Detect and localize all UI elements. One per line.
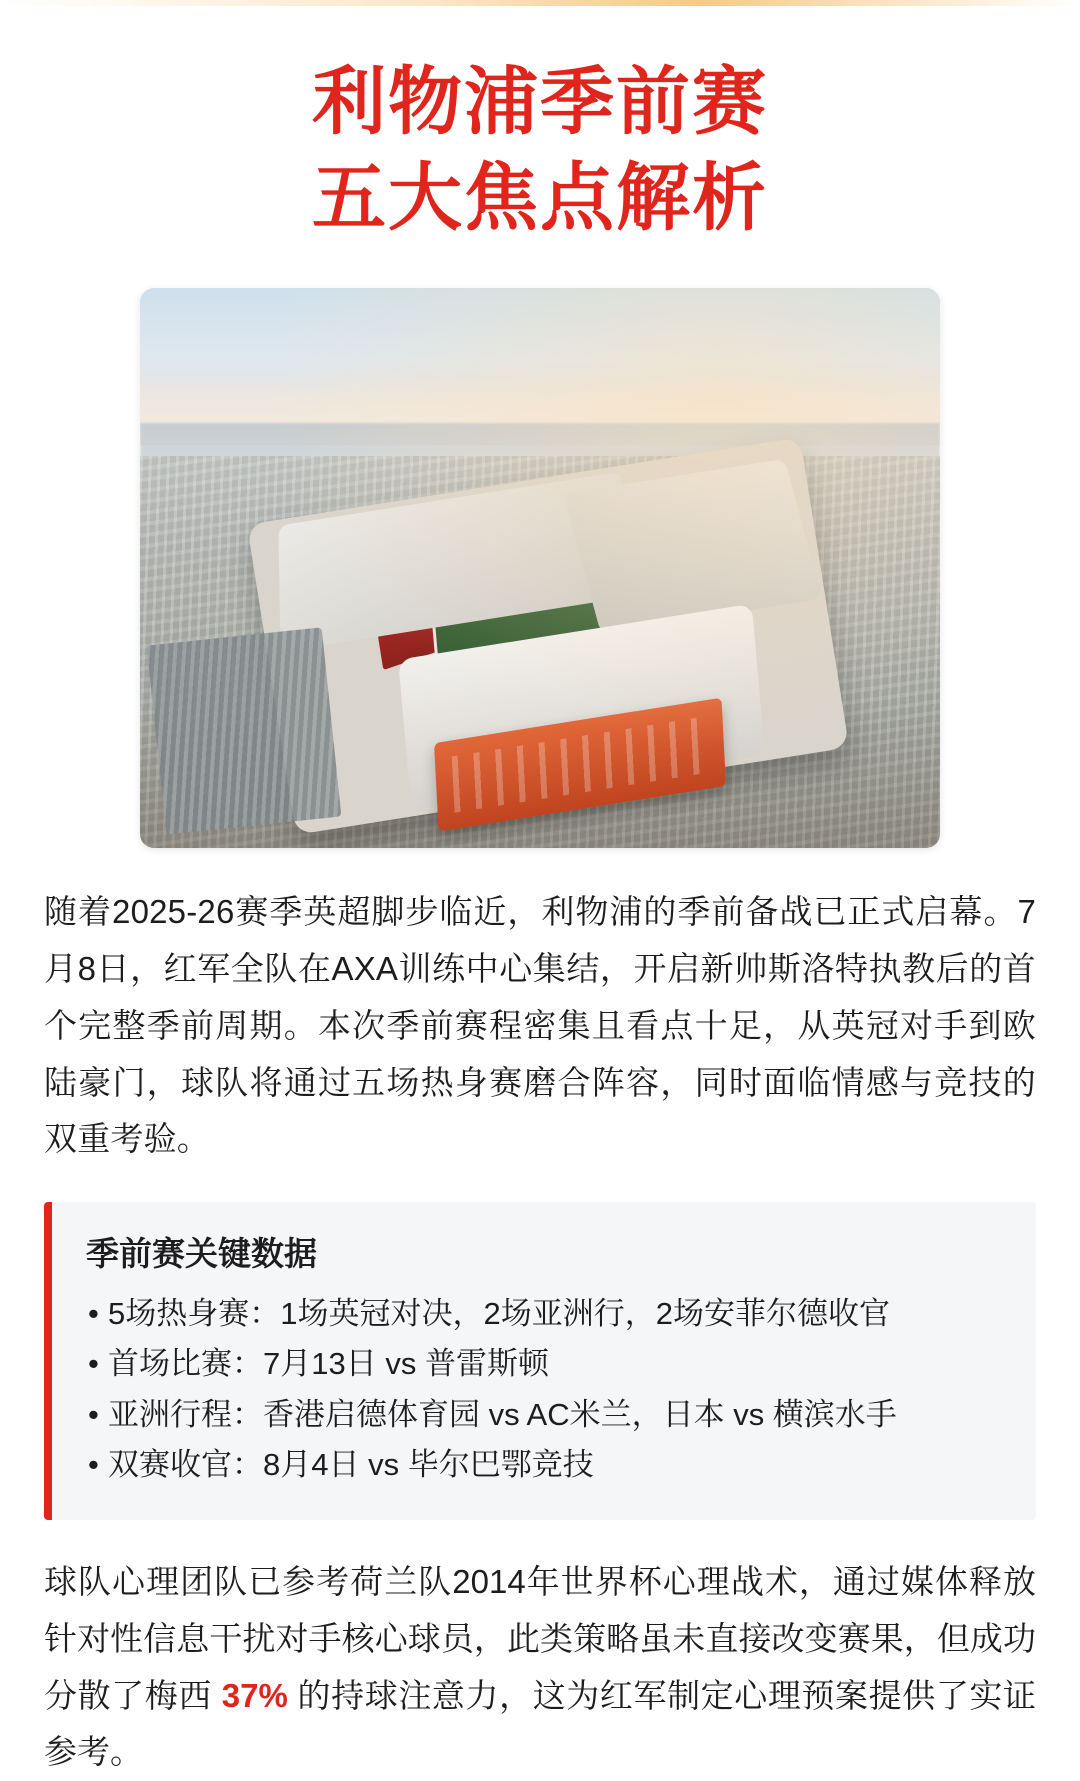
list-item: • 亚洲行程：香港启德体育园 vs AC米兰，日本 vs 横滨水手 [82,1390,1006,1440]
page-title [38,54,1042,246]
callout-title: 季前赛关键数据 [86,1235,317,1273]
closing-text-part-1: 球队心理团队已参考荷兰队2014年世界杯心理战术，通过媒体释放针对性信息干扰对手核心球员，此类策略虽未直接改变赛果，但成功分散了梅西 [44,1563,1036,1714]
parking-lot [147,627,342,835]
callout-list [82,1289,1006,1490]
closing-paragraph [44,1554,1036,1781]
title-line-2: 五大焦点解析 [312,155,768,242]
hero-image-stadium [140,288,940,848]
list-item: • 5场热身赛：1场英冠对决，2场亚洲行，2场安菲尔德收官 [82,1289,1006,1339]
list-item: • 首场比赛：7月13日 vs 普雷斯顿 [82,1339,1006,1389]
stat-highlight: 37% [221,1676,288,1714]
article-content [0,6,1080,1771]
list-item: • 双赛收官：8月4日 vs 毕尔巴鄂竞技 [82,1440,1006,1490]
intro-paragraph: 随着2025-26赛季英超脚步临近，利物浦的季前备战已正式启幕。7月8日，红军全队在AXA训练中心集结，开启新帅斯洛特执教后的首个完整季前周期。本次季前赛程密集且看点十足，从英冠对手到欧陆豪门，球队将通过五场热身赛磨合阵容，同时面临情感与竞技的双重考验。 [44,893,1036,1158]
closing-text-part-2: 的持球注意力，这为红军制定心理预案提供了实证参考。 [44,1676,1037,1771]
sky-layer [140,288,940,445]
title-line-1: 利物浦季前赛 [312,59,768,145]
key-data-callout [44,1202,1036,1520]
